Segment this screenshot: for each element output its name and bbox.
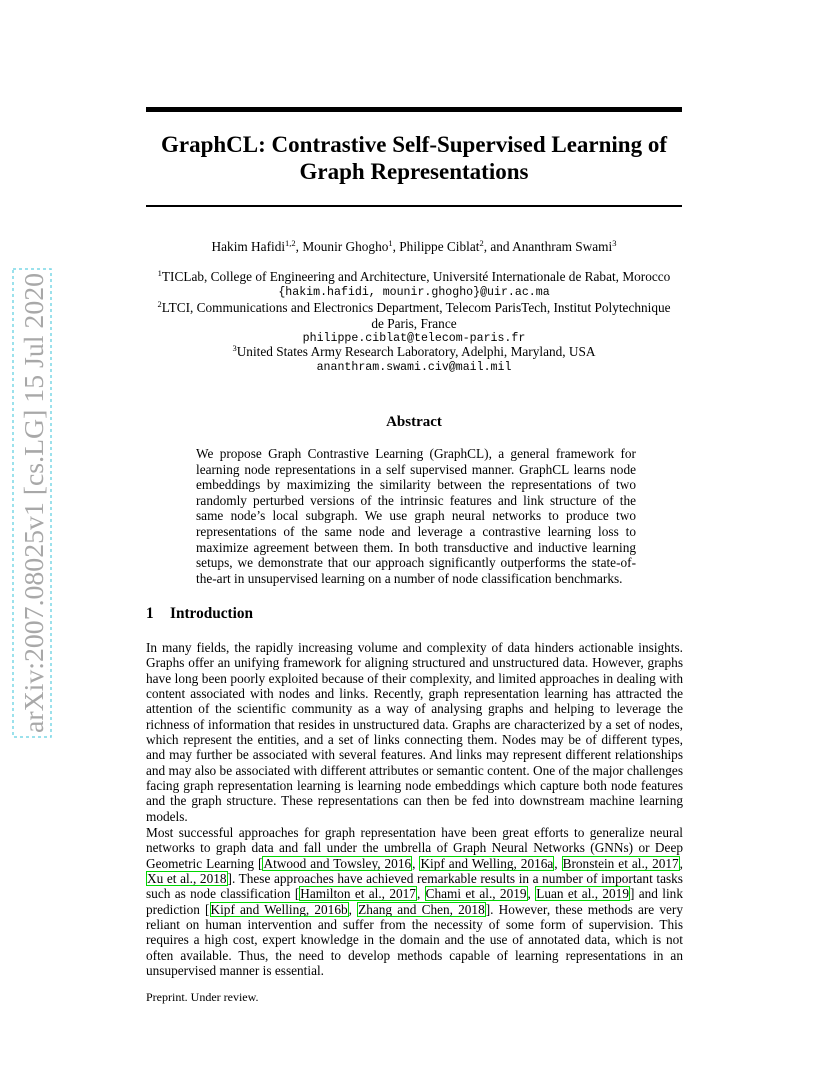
citation-link[interactable]: Zhang and Chen, 2018 — [358, 901, 485, 917]
affil-text: TICLab, College of Engineering and Architecture, Université Internationale de Rabat, Morocco — [161, 269, 671, 284]
affiliation-1 — [146, 269, 682, 300]
citation-separator: , — [416, 886, 425, 902]
affil-text: LTCI, Communications and Electronics Department, Telecom ParisTech, Institut Polytechnique — [161, 300, 671, 315]
affiliation-3 — [146, 344, 682, 375]
author-list — [146, 238, 682, 255]
citation-separator: , — [679, 855, 683, 871]
paper-title — [146, 131, 682, 185]
author-name: Ananthram Swami — [512, 239, 613, 254]
citation-link[interactable]: Atwood and Towsley, 2016 — [263, 855, 412, 871]
citation-link[interactable]: Bronstein et al., 2017 — [562, 855, 679, 871]
author-separator: , — [392, 239, 400, 254]
author-affil-sup: 3 — [612, 238, 617, 248]
abstract-text: We propose Graph Contrastive Learning (GraphCL), a general framework for learning node representations in a self supervised manner. GraphCL learns node embeddings by maximizing the similarity between the representations of two randomly perturbed versions of the intrinsic features and link structure of the same node’s local subgraph. We use graph neural networks to produce two representations of the same node and leverage a contrastive learning loss to maximize agreement between them. In both transductive and inductive learning setups, we demonstrate that our approach significantly outperforms the state-of-the-art in unsupervised learning on a number of node classification benchmarks. — [196, 446, 636, 586]
paragraph-text: Most successful approaches for graph representation have been great efforts to generalize neural networks to graph data and fall under the umbrella of Graph Neural Networks (GNNs) or Deep Geometric Learning [ — [146, 825, 683, 871]
citation-link[interactable]: Luan et al., 2019 — [536, 886, 629, 902]
citation-link[interactable]: Chami et al., 2019 — [425, 886, 527, 902]
citation-separator: , — [348, 901, 358, 917]
title-line-2: Graph Representations — [299, 159, 529, 184]
citation-link[interactable]: Kipf and Welling, 2016b — [210, 901, 348, 917]
arxiv-stamp — [12, 268, 52, 738]
author-affil-sup: 1 — [388, 238, 393, 248]
author-name: Mounir Ghogho — [302, 239, 389, 254]
author-name: Hakim Hafidi — [211, 239, 286, 254]
affil-email[interactable]: philippe.ciblat@telecom-paris.fr — [302, 332, 526, 345]
affil-sup: 2 — [157, 299, 162, 309]
intro-paragraph-1: In many fields, the rapidly increasing volume and complexity of data hinders actionable insights. Graphs offer an unifying framework for aligning structured and unstructured data. However, graphs have long been poorly exploited because of their complexity, and limited approaches in dealing with content associated with nodes and links. Recently, graph representation learning has attracted the attention of the scientific community as a way of analysing graphs and helping to leverage the richness of information that resides in unstructured data. Graphs are characterized by a set of nodes, which represent the entities, and a set of links connecting them. Nodes may be of different types, and may further be associated with several features. And links may represent different relationships and may also be associated with different attributes or semantic content. One of the major challenges facing graph representation learning is learning node embeddings which capture both node features and the graph structure. These representations can then be fed into downstream machine learning models. — [146, 640, 683, 824]
section-number: 1 — [146, 605, 154, 622]
author-affil-sup: 2 — [479, 238, 484, 248]
affiliation-2 — [146, 300, 682, 347]
abstract-heading: Abstract — [386, 414, 442, 430]
title-bottom-rule — [146, 205, 682, 207]
citation-separator: , — [554, 855, 562, 871]
citation-link[interactable]: Hamilton et al., 2017 — [300, 886, 416, 902]
affil-text: de Paris, France — [371, 315, 457, 331]
intro-paragraph-2 — [146, 825, 683, 978]
affil-email[interactable]: ananthram.swami.civ@mail.mil — [316, 360, 512, 374]
paragraph-text: ] and link prediction [ — [146, 886, 683, 917]
footer-note: Preprint. Under review. — [146, 990, 259, 1004]
affil-text: United States Army Research Laboratory, Adelphi, Maryland, USA — [236, 344, 596, 359]
citation-separator: , — [527, 886, 536, 902]
author-affil-sup: 1,2 — [285, 238, 296, 248]
affil-sup: 3 — [232, 343, 237, 353]
author-name: Philippe Ciblat — [399, 239, 480, 254]
paragraph-text: ]. However, these methods are very reliant on human intervention and suffer from the necessity of some form of supervision. This requires a high cost, expert knowledge in the domain and the use of annotated data, which is not often available. Thus, the need to develop methods capable of learning representations in an unsupervised manner is essential. — [146, 901, 683, 979]
citation-link[interactable]: Kipf and Welling, 2016a — [420, 855, 554, 871]
paragraph-text: ]. These approaches have achieved remarkable results in a number of important tasks such as node classification [ — [146, 871, 683, 902]
author-separator: , — [295, 239, 303, 254]
section-title: Introduction — [170, 605, 254, 622]
title-top-rule — [146, 107, 682, 112]
arxiv-stamp-text: arXiv:2007.08025v1 [cs.LG] 15 Jul 2020 — [19, 286, 49, 733]
citation-separator: , — [412, 855, 420, 871]
affil-sup: 1 — [157, 268, 162, 278]
title-line-1: GraphCL: Contrastive Self-Supervised Learning of — [161, 132, 667, 157]
author-separator: , and — [483, 239, 513, 254]
affil-email[interactable]: {hakim.hafidi, mounir.ghogho}@uir.ac.ma — [278, 285, 550, 299]
section-heading — [146, 605, 253, 623]
citation-link[interactable]: Xu et al., 2018 — [147, 871, 227, 887]
